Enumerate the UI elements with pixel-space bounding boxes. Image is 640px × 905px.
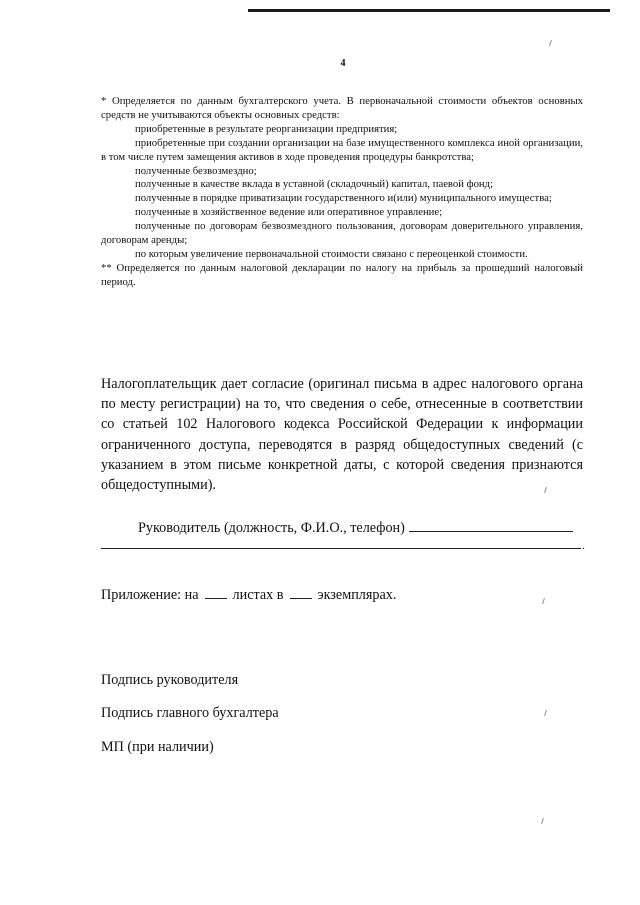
footnote-line: по которым увеличение первоначальной стоимости связано с переоценкой стоимости. [135, 247, 528, 260]
footnote-line: полученные безвозмездно; [135, 164, 257, 177]
attachment-prefix: Приложение: на [101, 587, 199, 603]
footnote-line: полученные в хозяйственное ведение или оперативное управление; [135, 206, 443, 219]
head-contact-label: Руководитель (должность, Ф.И.О., телефон) [138, 520, 405, 536]
consent-paragraph: Налогоплательщик дает согласие (оригинал письма в адрес налогового органа по месту регистрации) на то, что сведения о себе, отнесенные в соответствии со статьей 102 Налогового кодекса Российской Федерации к информации ограниченного доступа, переводятся в разряд общедоступных сведений (с указанием в этом письме конкретной даты, с которой сведения признаются общедоступными). [101, 376, 583, 494]
attachment-middle: листах в [232, 587, 284, 603]
footnote-line: * Определяется по данным бухгалтерского учета. В первоначальной стоимости объектов основных средств не учитываются объекты основных средств: [101, 95, 583, 121]
copies-count-blank[interactable] [290, 586, 312, 599]
head-contact-blank[interactable] [409, 519, 573, 532]
attachment-suffix: экземплярах. [317, 587, 397, 603]
head-contact-blank-line[interactable] [101, 548, 581, 549]
chief-accountant-signature-label: Подпись главного бухгалтера [101, 705, 279, 721]
blank-line-period: . [582, 538, 585, 552]
head-signature-label: Подпись руководителя [101, 672, 239, 688]
head-contact-line [138, 519, 583, 537]
scan-speck [544, 710, 547, 716]
footnote-line: приобретенные в результате реорганизации предприятия; [135, 122, 398, 135]
attachment-line [101, 586, 583, 604]
footnote-line: полученные по договорам безвозмездного пользования, договорам доверительного управления, договорам аренды; [101, 220, 583, 247]
footnote-line: приобретенные при создании организации на базе имущественного комплекса иной организации, в том числе путем замещения активов в ходе проведения процедуры банкротства; [101, 136, 583, 163]
seal-label: МП (при наличии) [101, 739, 214, 755]
scan-speck [541, 818, 544, 824]
page-number: 4 [340, 58, 346, 69]
footnote-line: ** Определяется по данным налоговой декларации по налогу на прибыль за прошедший налоговый период. [101, 261, 583, 288]
footnote-line: полученные в качестве вклада в уставной (складочный) капитал, паевой фонд; [135, 178, 494, 191]
footnotes [101, 95, 583, 290]
sheets-count-blank[interactable] [205, 586, 227, 599]
top-rule [248, 9, 610, 12]
scan-speck [549, 40, 552, 46]
footnote-line: полученные в порядке приватизации государственного и(или) муниципального имущества; [135, 192, 552, 205]
